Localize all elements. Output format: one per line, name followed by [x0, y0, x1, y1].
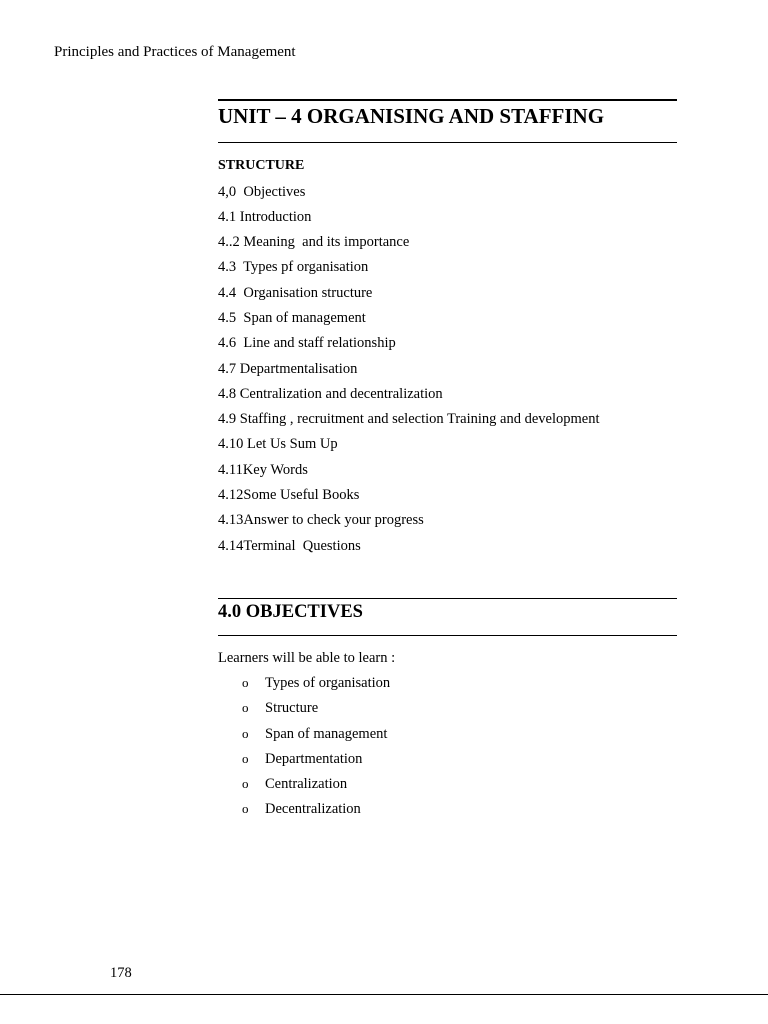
list-item: [218, 800, 677, 825]
list-item: [218, 699, 677, 724]
toc-item: 4.4 Organisation structure: [218, 284, 373, 301]
toc-item: 4.8 Centralization and decentralization: [218, 385, 443, 402]
unit-title-block: [218, 99, 677, 143]
structure-heading: STRUCTURE: [218, 158, 305, 173]
list-item: [218, 775, 677, 800]
bullet-marker: o: [242, 675, 249, 690]
toc-item: 4.14Terminal Questions: [218, 537, 361, 554]
bullet-marker: o: [242, 750, 249, 766]
toc-item: 4.11Key Words: [218, 461, 308, 478]
toc-item: 4.5 Span of management: [218, 309, 366, 326]
unit-title: UNIT – 4 ORGANISING AND STAFFING: [218, 104, 605, 128]
unit-title-bottom-rule: [218, 142, 677, 143]
toc-item: 4.1 Introduction: [218, 208, 312, 225]
list-item-text: Types of organisation: [265, 675, 391, 691]
toc-item: 4.10 Let Us Sum Up: [218, 436, 338, 453]
toc-item: 4..2 Meaning and its importance: [218, 234, 410, 251]
toc-item: 4.6 Line and staff relationship: [218, 335, 396, 352]
list-item-text: Structure: [265, 700, 319, 717]
list-item: [218, 674, 677, 699]
bullet-marker: o: [242, 776, 249, 792]
objectives-body: [218, 649, 677, 826]
list-item-text: Departmentation: [265, 750, 363, 767]
list-item: [218, 725, 677, 750]
structure-section: [218, 157, 677, 562]
structure-list: [218, 183, 677, 562]
toc-item: 4,0 Objectives: [218, 183, 306, 200]
footer-rule: [0, 994, 768, 995]
objectives-intro: Learners will be able to learn :: [218, 650, 396, 666]
toc-item: 4.13Answer to check your progress: [218, 512, 424, 529]
list-item: [218, 750, 677, 775]
toc-item: 4.3 Types pf organisation: [218, 259, 369, 276]
list-item-text: Centralization: [265, 776, 348, 793]
running-header: Principles and Practices of Management: [54, 44, 296, 60]
bullet-marker: o: [242, 801, 249, 817]
bullet-marker: o: [242, 700, 249, 716]
unit-title-top-rule: [218, 99, 677, 101]
objectives-top-rule: [218, 598, 677, 599]
bullet-marker: o: [242, 725, 249, 741]
list-item-text: Span of management: [265, 725, 388, 742]
objectives-list: [218, 674, 677, 826]
objectives-heading-block: [218, 598, 677, 636]
toc-item: 4.7 Departmentalisation: [218, 360, 358, 377]
toc-item: 4.12Some Useful Books: [218, 487, 360, 504]
objectives-title: 4.0 OBJECTIVES: [218, 602, 363, 622]
page-number: 178: [110, 965, 132, 981]
list-item-text: Decentralization: [265, 801, 361, 818]
objectives-bottom-rule: [218, 635, 677, 636]
toc-item: 4.9 Staffing , recruitment and selection Training and development: [218, 411, 600, 428]
